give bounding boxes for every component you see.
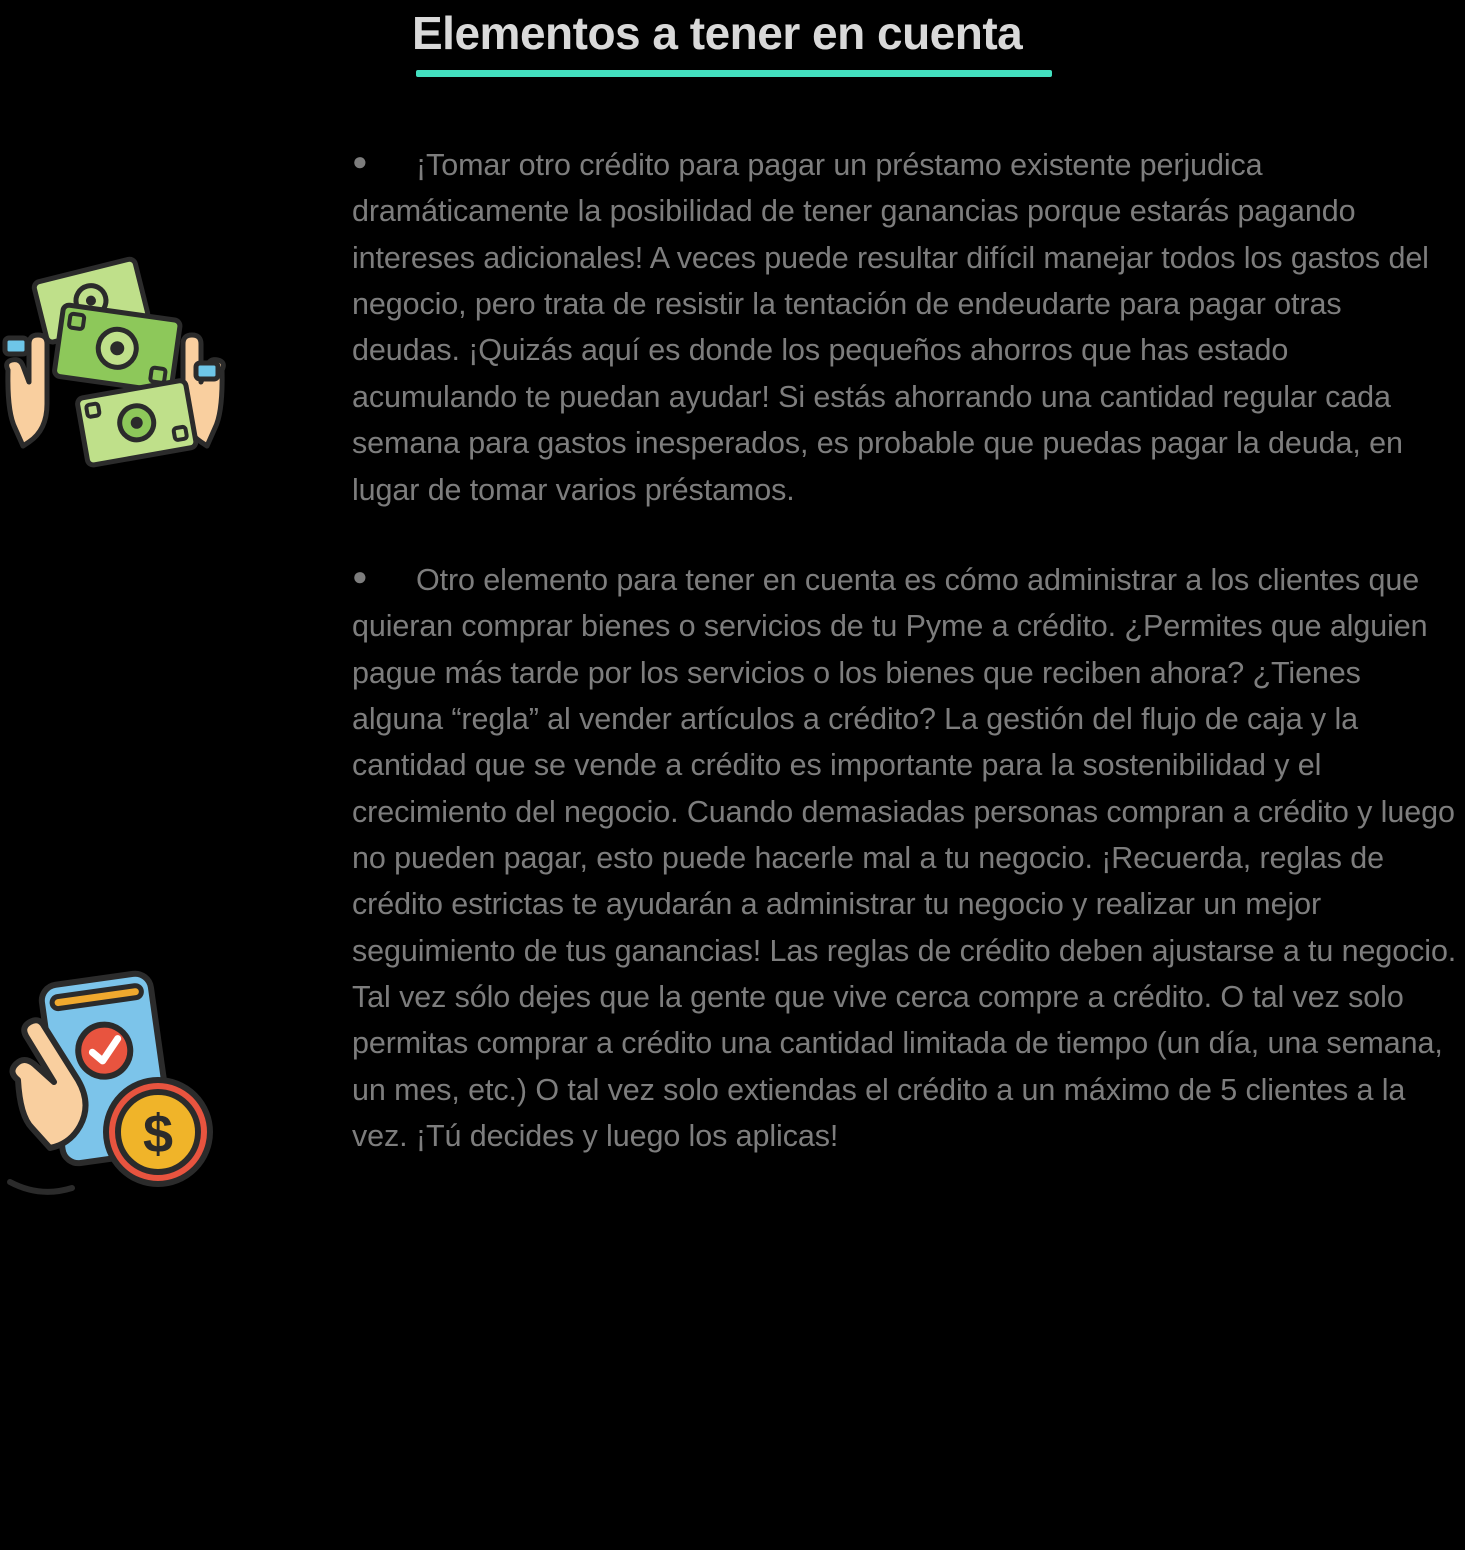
- bullet-icon: ●: [352, 560, 368, 591]
- title-block: [352, 8, 1432, 73]
- paragraph-text: ¡Tomar otro crédito para pagar un préstamo existente perjudica dramáticamente la posibilidad de tener ganancias porque estarás pagando intereses adicionales! A veces puede resultar difícil manejar todos los gastos del negocio, pero trata de resistir la tentación de endeudarte para pagar otras deudas. ¡Quizás aquí es donde los pequeños ahorros que has estado acumulando te puedan ayudar! Si estás ahorrando una cantidad regular cada semana para gastos inesperados, es probable que puedas pagar la deuda, en lugar de tomar varios préstamos.: [352, 148, 1429, 507]
- bullet-icon: ●: [352, 146, 368, 176]
- paragraph-text: Otro elemento para tener en cuenta es cómo administrar a los clientes que quieran comprar bienes o servicios de tu Pyme a crédito. ¿Permites que alguien pague más tarde por los servicios o los bienes que reciben ahora? ¿Tienes alguna “regla” al vender artículos a crédito? La gestión del flujo de caja y la cantidad que se vende a crédito es importante para la sostenibilidad y el crecimiento del negocio. Cuando demasiadas personas compran a crédito y luego no pueden pagar, esto puede hacerle mal a tu negocio. ¡Recuerda, reglas de crédito estrictas te ayudarán a administrar tu negocio y realizar un mejor seguimiento de tus ganancias! Las reglas de crédito deben ajustarse a tu negocio. Tal vez sólo dejes que la gente que vive cerca compre a crédito. O tal vez solo permitas comprar a crédito una cantidad limitada de tiempo (un día, una semana, un mes, etc.) O tal vez solo extiendas el crédito a un máximo de 5 clientes a la vez. ¡Tú decides y luego los aplicas!: [352, 562, 1457, 1154]
- banknotes-hands-illustration: [0, 230, 230, 530]
- title-underline: [416, 70, 1052, 77]
- mobile-payment-coin-illustration: [0, 960, 230, 1230]
- bullet-paragraph-1: [352, 142, 1457, 513]
- page-title: Elementos a tener en cuenta: [412, 7, 1023, 59]
- bullet-paragraph-2: [352, 557, 1457, 1160]
- svg-text:$: $: [142, 1104, 174, 1164]
- article-body: [352, 142, 1457, 1204]
